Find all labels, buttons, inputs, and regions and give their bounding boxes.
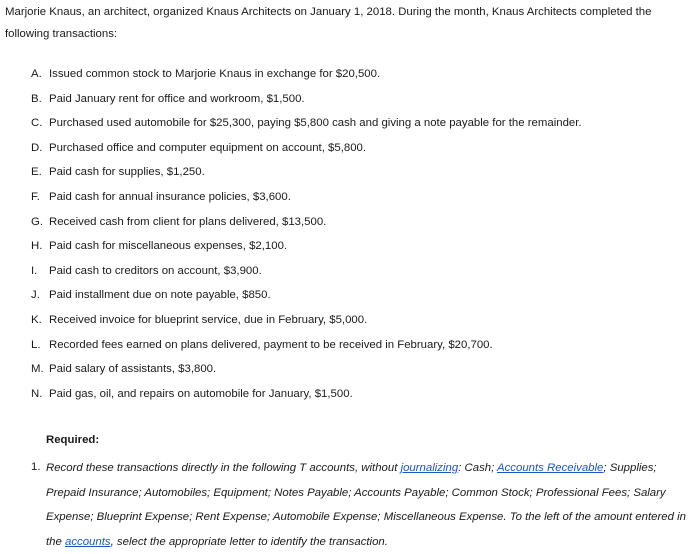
transaction-item: [0, 283, 700, 308]
transaction-list: [0, 62, 700, 406]
transaction-text: Paid January rent for office and workroom, $1,500.: [49, 92, 305, 105]
required-item-number: 1.: [31, 461, 41, 473]
transaction-text: Issued common stock to Marjorie Knaus in exchange for $20,500.: [49, 68, 381, 80]
transaction-item: [0, 185, 700, 210]
transaction-letter: J.: [31, 289, 40, 302]
instruction-text: ; Supplies; Prepaid Insurance; Automobiles; Equipment; Notes Payable; Accounts Payable; Common Stock; Professional Fees; Salary Expense; Blueprint Expense; Rent Expense; Automobile Expense; Miscellaneous Expense. To the left of the amount entered in the: [46, 462, 686, 548]
transaction-letter: A.: [31, 68, 42, 80]
required-instructions: [46, 456, 696, 554]
instruction-text: Record these transactions directly in the following T accounts, without: [46, 462, 401, 474]
transaction-letter: N.: [31, 387, 43, 400]
transaction-letter: B.: [31, 92, 42, 105]
transaction-letter: F.: [31, 190, 40, 203]
transaction-item: [0, 308, 700, 333]
transaction-item: [0, 357, 700, 382]
instruction-text: : Cash;: [458, 462, 498, 474]
transaction-letter: K.: [31, 313, 42, 326]
transaction-item: [0, 234, 700, 259]
transaction-letter: H.: [31, 240, 43, 253]
transaction-item: [0, 136, 700, 161]
transaction-letter: L.: [31, 338, 41, 351]
transaction-text: Received invoice for blueprint service, due in February, $5,000.: [49, 313, 368, 326]
transaction-letter: M.: [31, 363, 44, 376]
transaction-text: Paid cash for annual insurance policies, $3,600.: [49, 190, 291, 203]
transaction-text: Recorded fees earned on plans delivered, payment to be received in February, $20,700.: [49, 338, 493, 351]
journalizing-link[interactable]: journalizing: [400, 462, 459, 474]
transaction-text: Purchased office and computer equipment on account, $5,800.: [49, 141, 367, 154]
transaction-text: Purchased used automobile for $25,300, paying $5,800 cash and giving a note payable for the remainder.: [49, 117, 582, 130]
instruction-text: , select the appropriate letter to identify the transaction.: [110, 535, 388, 548]
transaction-letter: E.: [31, 166, 42, 179]
transaction-text: Received cash from client for plans delivered, $13,500.: [49, 215, 327, 228]
transaction-text: Paid salary of assistants, $3,800.: [49, 363, 217, 376]
transaction-text: Paid gas, oil, and repairs on automobile for January, $1,500.: [49, 387, 353, 400]
transaction-item: [0, 111, 700, 136]
transaction-item: [0, 382, 700, 407]
transaction-letter: C.: [31, 117, 43, 130]
transaction-item: [0, 160, 700, 185]
accounts-receivable-link[interactable]: Accounts Receivable: [497, 462, 604, 474]
accounts-link[interactable]: accounts: [65, 535, 111, 548]
transaction-text: Paid cash for miscellaneous expenses, $2,100.: [49, 240, 288, 253]
transaction-text: Paid cash for supplies, $1,250.: [49, 166, 205, 179]
required-heading: Required:: [46, 434, 100, 446]
transaction-text: Paid installment due on note payable, $850.: [49, 289, 271, 302]
transaction-item: [0, 210, 700, 235]
intro-paragraph: Marjorie Knaus, an architect, organized Knaus Architects on January 1, 2018. During the month, Knaus Architects completed the following transactions:: [5, 6, 652, 40]
transaction-text: Paid cash to creditors on account, $3,900.: [49, 264, 262, 277]
transaction-item: [0, 259, 700, 284]
transaction-item: [0, 333, 700, 358]
transaction-letter: D.: [31, 141, 43, 154]
transaction-item: [0, 62, 700, 87]
transaction-letter: I.: [31, 264, 38, 277]
transaction-item: [0, 87, 700, 112]
transaction-letter: G.: [31, 215, 44, 228]
